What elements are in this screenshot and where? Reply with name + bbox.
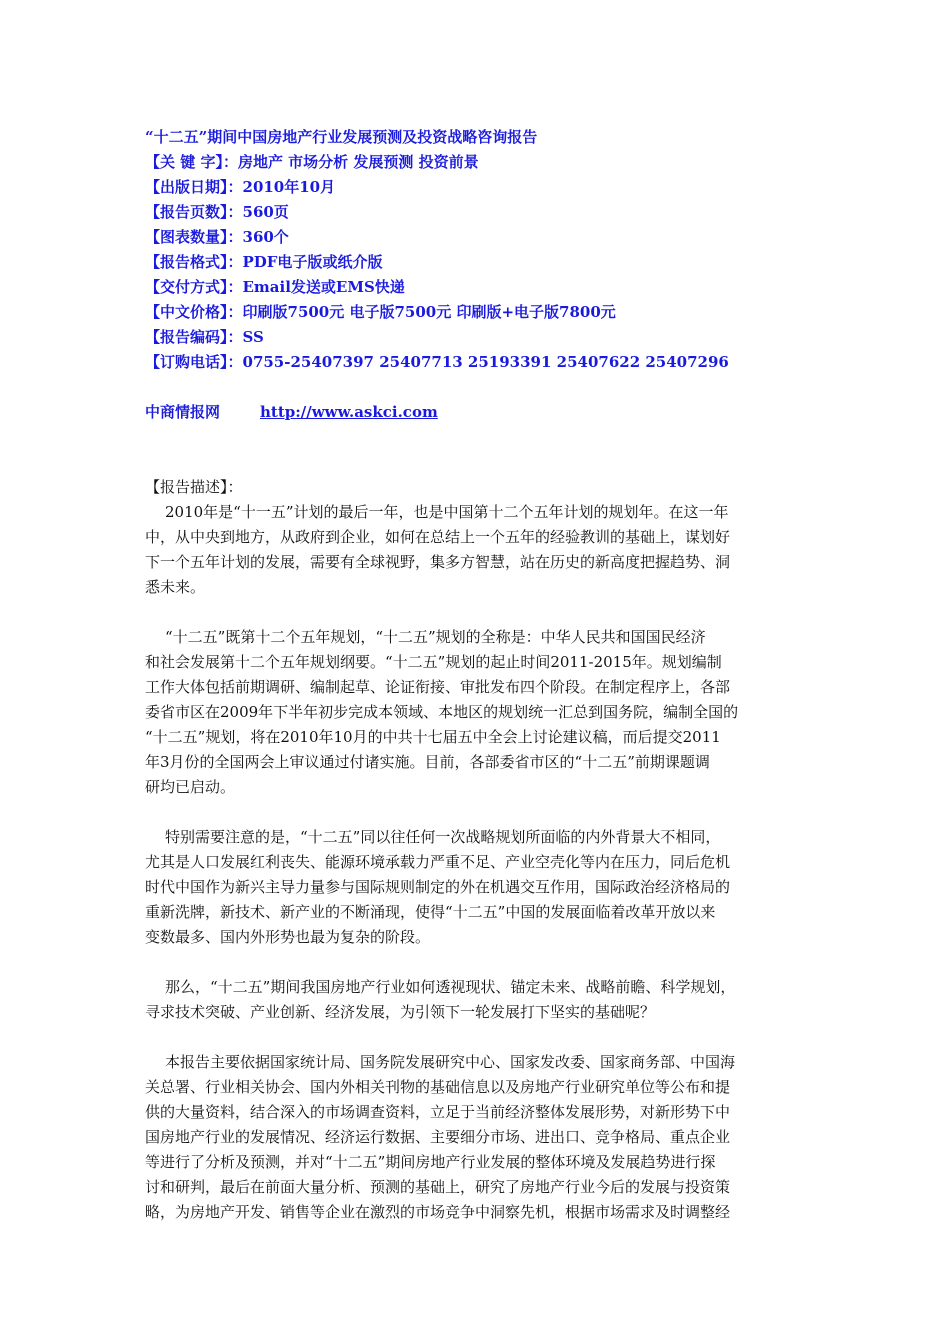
paragraph-line: 特别需要注意的是，“十二五”同以往任何一次战略规划所面临的内外背景大不相同，	[165, 828, 721, 846]
paragraph-line: 研均已启动。	[145, 778, 236, 796]
meta-format: 【报告格式】：PDF电子版或纸介版	[145, 253, 383, 271]
site-name: 中商情报网	[145, 403, 221, 421]
paragraph-1	[145, 500, 810, 600]
paragraph-line: 国房地产行业的发展情况、经济运行数据、主要细分市场、进出口、竞争格局、重点企业	[145, 1128, 731, 1146]
paragraph-line: “十二五”既第十二个五年规划，“十二五”规划的全称是：中华人民共和国国民经济	[165, 628, 706, 646]
paragraph-line: 那么，“十二五”期间我国房地产行业如何透视现状、锚定未来、战略前瞻、科学规划，	[165, 978, 736, 996]
meta-price: 【中文价格】：印刷版7500元 电子版7500元 印刷版+电子版7800元	[145, 303, 616, 321]
paragraph-line: 本报告主要依据国家统计局、国务院发展研究中心、国家发改委、国家商务部、中国海	[165, 1053, 736, 1071]
paragraph-line: 讨和研判，最后在前面大量分析、预测的基础上，研究了房地产行业今后的发展与投资策	[145, 1178, 731, 1196]
meta-phone: 【订购电话】：0755-25407397 25407713 25193391 25407622 25407296	[145, 353, 729, 371]
paragraph-line: 工作大体包括前期调研、编制起草、论证衔接、审批发布四个阶段。在制定程序上，各部	[145, 678, 731, 696]
meta-publish-date: 【出版日期】：2010年10月	[145, 178, 336, 196]
paragraph-line: 时代中国作为新兴主导力量参与国际规则制定的外在机遇交互作用，国际政治经济格局的	[145, 878, 731, 896]
meta-keywords: 【关 键 字】：房地产 市场分析 发展预测 投资前景	[145, 153, 479, 171]
meta-page-count: 【报告页数】：560页	[145, 203, 289, 221]
meta-delivery: 【交付方式】：Email发送或EMS快递	[145, 278, 405, 296]
paragraph-line: 变数最多、国内外形势也最为复杂的阶段。	[145, 928, 431, 946]
paragraph-line: 尤其是人口发展红利丧失、能源环境承载力严重不足、产业空壳化等内在压力，同后危机	[145, 853, 731, 871]
site-line	[145, 400, 810, 425]
paragraph-5	[145, 1050, 810, 1225]
paragraph-line: 年3月份的全国两会上审议通过付诸实施。目前，各部委省市区的“十二五”前期课题调	[145, 753, 710, 771]
report-title: “十二五”期间中国房地产行业发展预测及投资战略咨询报告	[145, 128, 538, 146]
meta-code: 【报告编码】：SS	[145, 328, 264, 346]
paragraph-line: 2010年是“十一五”计划的最后一年，也是中国第十二个五年计划的规划年。在这一年	[165, 503, 729, 521]
paragraph-line: 委省市区在2009年下半年初步完成本领域、本地区的规划统一汇总到国务院，编制全国的	[145, 703, 739, 721]
site-url-link[interactable]: http://www.askci.com	[260, 403, 438, 421]
paragraph-4	[145, 975, 810, 1025]
meta-chart-count: 【图表数量】：360个	[145, 228, 289, 246]
paragraph-line: 重新洗牌，新技术、新产业的不断涌现，使得“十二五”中国的发展面临着改革开放以来	[145, 903, 716, 921]
paragraph-line: 和社会发展第十二个五年规划纲要。“十二五”规划的起止时间2011-2015年。规划编制	[145, 653, 722, 671]
paragraph-line: “十二五”规划，将在2010年10月的中共十七届五中全会上讨论建议稿，而后提交2011	[145, 728, 721, 746]
paragraph-line: 关总署、行业相关协会、国内外相关刊物的基础信息以及房地产行业研究单位等公布和提	[145, 1078, 731, 1096]
paragraph-line: 中，从中央到地方，从政府到企业，如何在总结上一个五年的经验教训的基础上，谋划好	[145, 528, 731, 546]
paragraph-2	[145, 625, 810, 800]
paragraph-line: 略，为房地产开发、销售等企业在激烈的市场竞争中洞察先机，根据市场需求及时调整经	[145, 1203, 731, 1221]
paragraph-line: 悉未来。	[145, 578, 206, 596]
paragraph-line: 寻求技术突破、产业创新、经济发展，为引领下一轮发展打下坚实的基础呢？	[145, 1003, 656, 1021]
paragraph-line: 下一个五年计划的发展，需要有全球视野，集多方智慧，站在历史的新高度把握趋势、洞	[145, 553, 731, 571]
document-page	[145, 125, 810, 1225]
description-heading: 【报告描述】：	[145, 478, 243, 496]
paragraph-line: 供的大量资料，结合深入的市场调查资料，立足于当前经济整体发展形势，对新形势下中	[145, 1103, 731, 1121]
paragraph-3	[145, 825, 810, 950]
paragraph-line: 等进行了分析及预测，并对“十二五”期间房地产行业发展的整体环境及发展趋势进行探	[145, 1153, 716, 1171]
